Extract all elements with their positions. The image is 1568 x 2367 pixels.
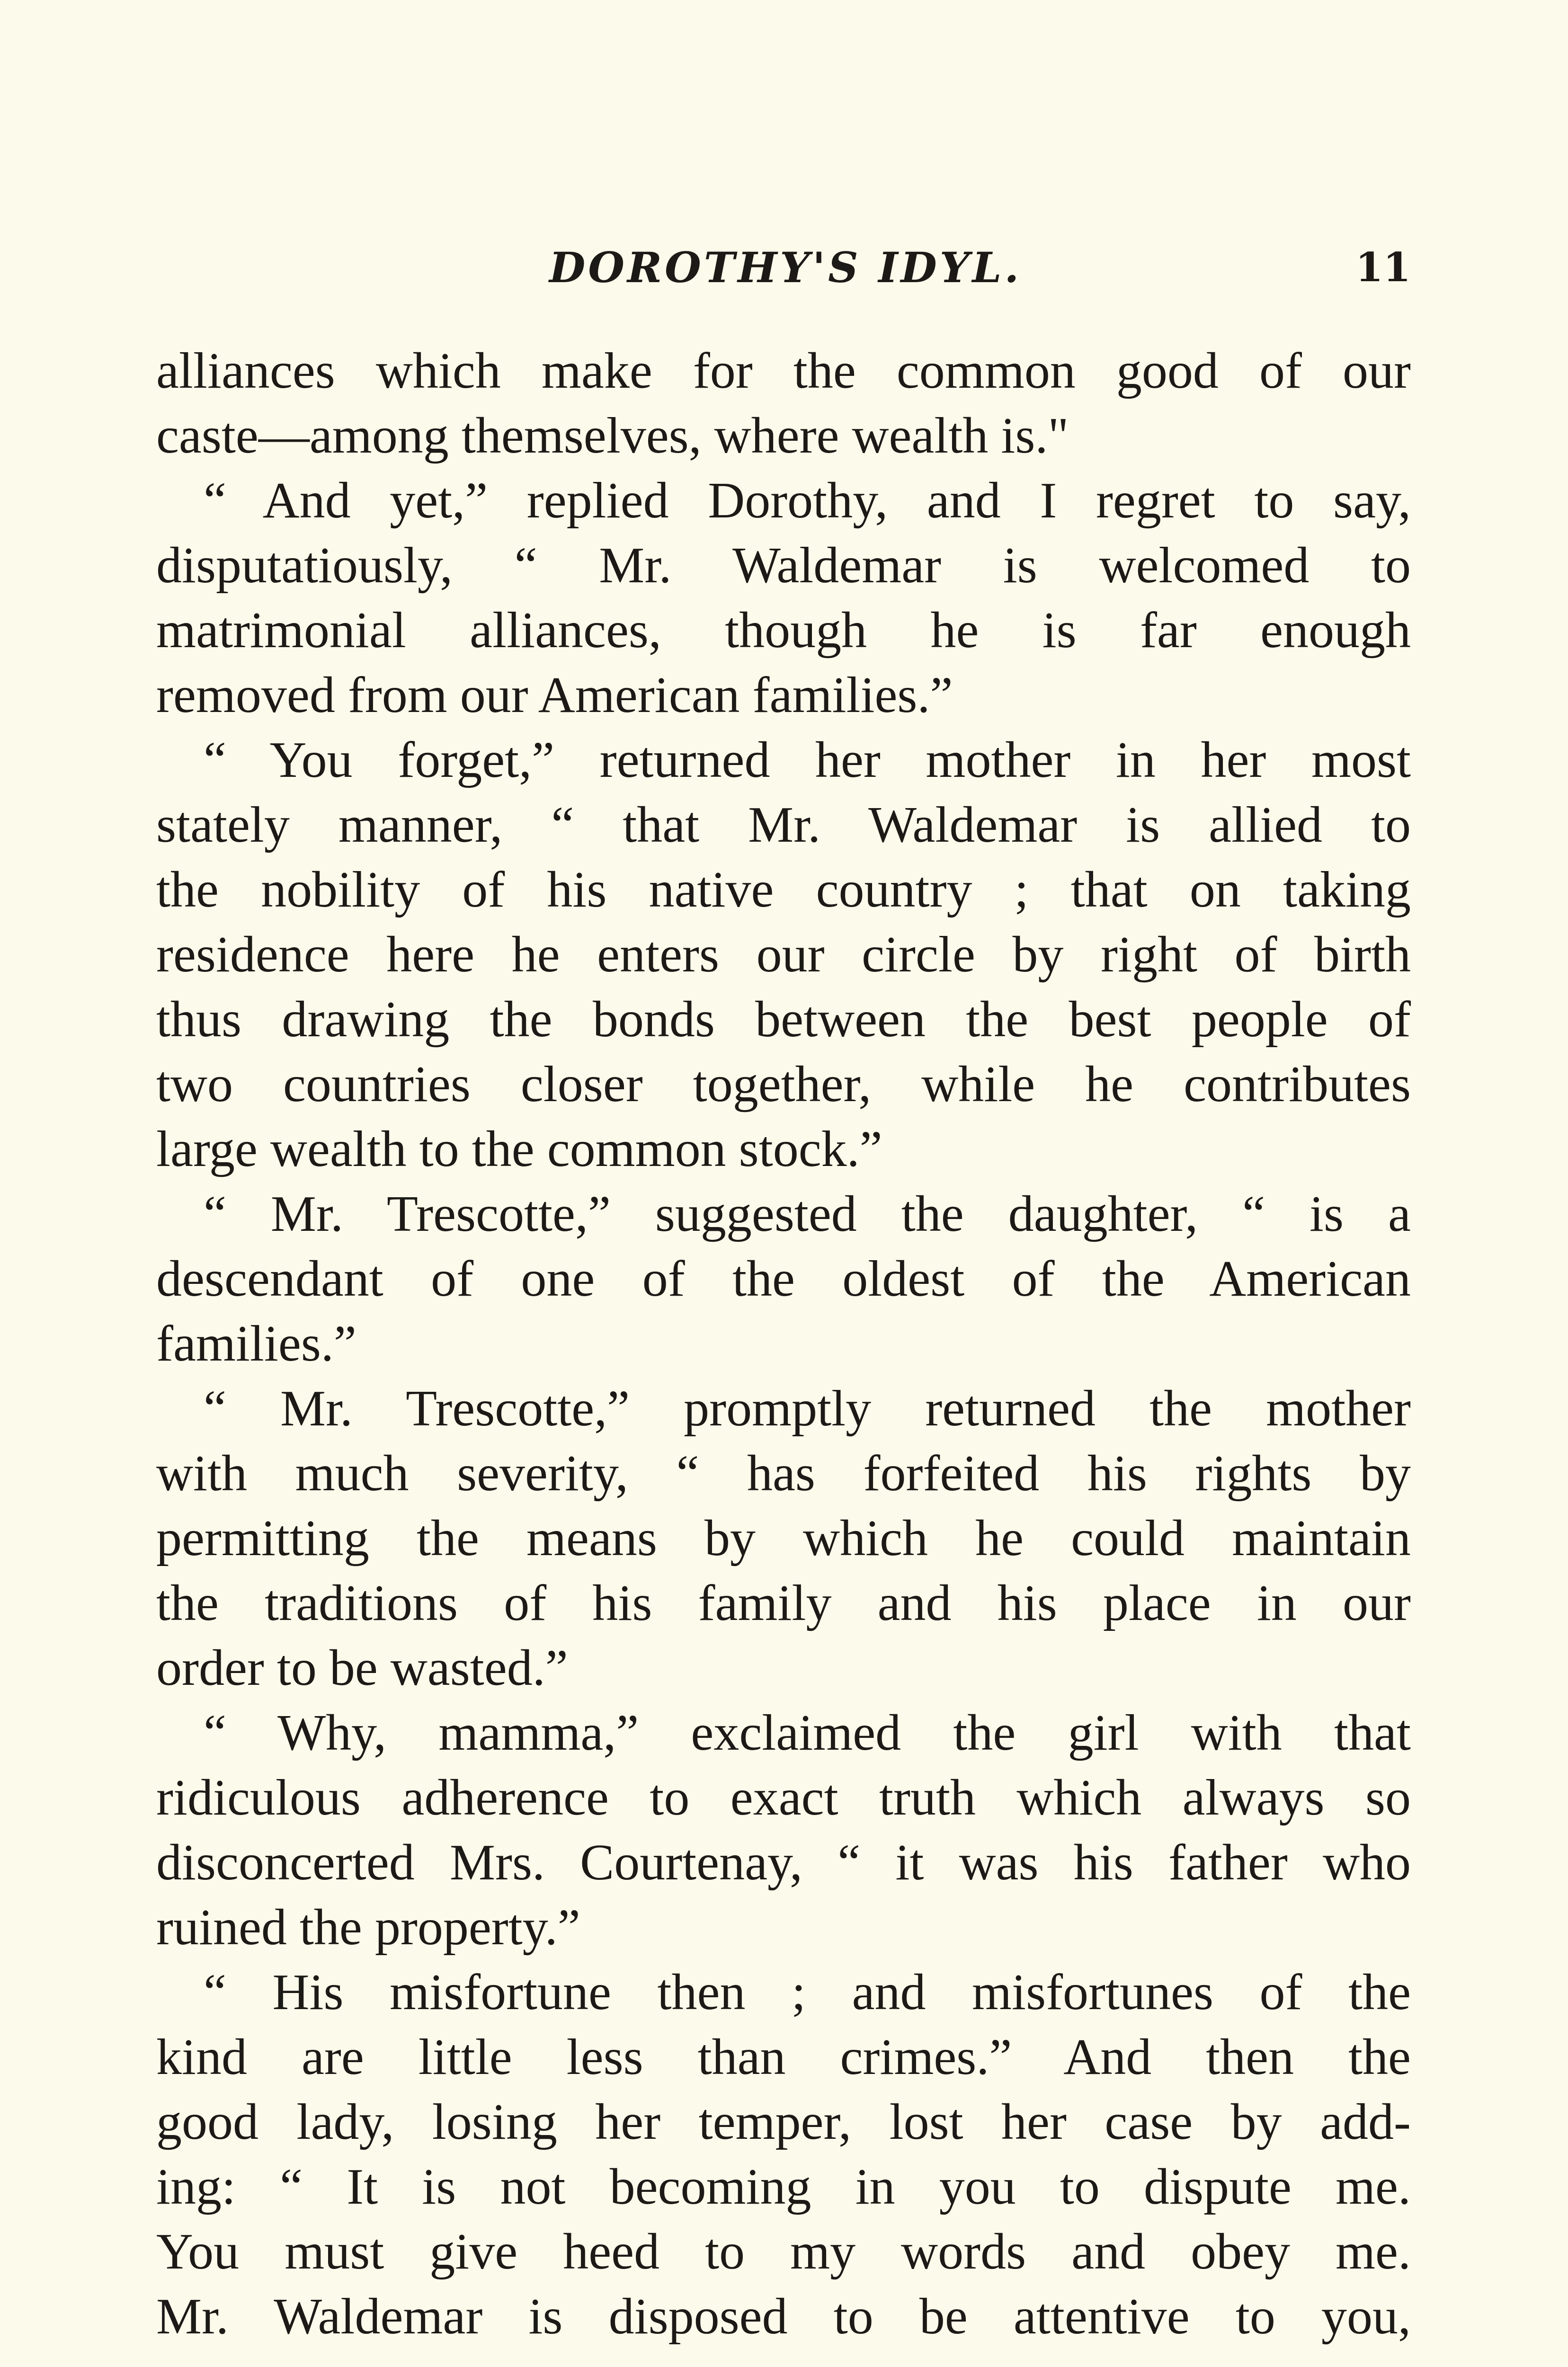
- text-line: disputatiously, “ Mr. Waldemar is welcomed to: [156, 537, 1411, 594]
- text-line: two countries closer together, while he contributes: [156, 1056, 1411, 1112]
- text-line: large wealth to the common stock.”: [156, 1121, 882, 1177]
- text-line: “ His misfortune then ; and misfortunes of the: [204, 1964, 1411, 2020]
- text-line: families.”: [156, 1316, 356, 1372]
- text-line: You must give heed to my words and obey me.: [156, 2224, 1411, 2280]
- text-line: “ Mr. Trescotte,” promptly returned the mother: [204, 1380, 1411, 1437]
- text-line: permitting the means by which he could maintain: [156, 1510, 1411, 1566]
- text-line: stately manner, “ that Mr. Waldemar is allied to: [156, 797, 1411, 853]
- text-line: ing: “ It is not becoming in you to dispute me.: [156, 2159, 1411, 2215]
- text-line: “ Why, mamma,” exclaimed the girl with that: [204, 1705, 1411, 1761]
- text-line: matrimonial alliances, though he is far enough: [156, 602, 1411, 658]
- text-line: caste—among themselves, where wealth is.": [156, 408, 1069, 464]
- text-line: “ Mr. Trescotte,” suggested the daughter, “ is a: [204, 1186, 1411, 1242]
- running-title: DOROTHY'S IDYL.: [549, 243, 1022, 292]
- text-line: “ And yet,” replied Dorothy, and I regret to say,: [204, 472, 1411, 529]
- page-number: 11: [1355, 244, 1411, 291]
- running-head: [549, 239, 1411, 296]
- text-line: ruined the property.”: [156, 1899, 580, 1956]
- text-line: the traditions of his family and his place in our: [156, 1575, 1411, 1631]
- text-line: good lady, losing her temper, lost her case by add-: [156, 2094, 1411, 2150]
- text-line: alliances which make for the common good of our: [156, 343, 1411, 399]
- text-line: with much severity, “ has forfeited his rights by: [156, 1445, 1411, 1502]
- text-line: “ You forget,” returned her mother in her most: [204, 732, 1411, 788]
- text-line: Mr. Waldemar is disposed to be attentive to you,: [156, 2288, 1411, 2345]
- text-line: thus drawing the bonds between the best people of: [156, 991, 1411, 1048]
- text-line: the nobility of his native country ; that on taking: [156, 862, 1411, 918]
- text-line: removed from our American families.”: [156, 667, 953, 723]
- text-line: disconcerted Mrs. Courtenay, “ it was his father who: [156, 1834, 1411, 1891]
- text-line: residence here he enters our circle by right of birth: [156, 926, 1411, 983]
- body-text: [156, 338, 1411, 2349]
- text-line: kind are little less than crimes.” And then the: [156, 2029, 1411, 2085]
- text-line: order to be wasted.”: [156, 1640, 568, 1696]
- text-line: descendant of one of the oldest of the American: [156, 1251, 1411, 1307]
- text-line: ridiculous adherence to exact truth which always so: [156, 1770, 1411, 1826]
